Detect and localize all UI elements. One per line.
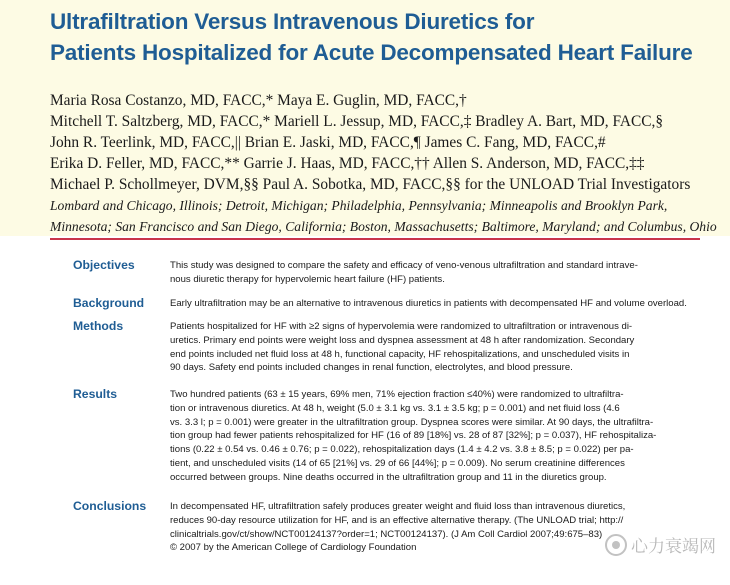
- author-line: Maria Rosa Costanzo, MD, FACC,* Maya E. Guglin, MD, FACC,†: [50, 92, 467, 109]
- text-line: Early ultrafiltration may be an alternative to intravenous diuretics in patients with decompensated HF and volume overload.: [170, 298, 687, 309]
- section-label: Methods: [73, 319, 124, 333]
- watermark: [605, 532, 716, 557]
- section-label: Conclusions: [73, 499, 147, 513]
- text-line: clinicaltrials.gov/ct/show/NCT00124137?order=1; NCT00124137). (J Am Coll Cardiol 2007;49:675–83): [170, 528, 603, 540]
- text-line: occurred between groups. Nine deaths occurred in the ultrafiltration group and 11 in the diuretics group.: [170, 471, 607, 483]
- article-title: [50, 6, 720, 68]
- section-text: [170, 259, 710, 287]
- divider-rule: [50, 238, 700, 240]
- text-line: tion group had fewer patients rehospitalized for HF (16 of 89 [18%] vs. 28 of 87 [32%]; p = 0.037), HF rehospitaliza-: [170, 430, 657, 442]
- text-line: tion or intravenous diuretics. At 48 h, weight (5.0 ± 3.1 kg vs. 3.1 ± 3.5 kg; p = 0.001) and net fluid loss (4.6: [170, 402, 620, 414]
- section-text: [170, 297, 710, 311]
- author-line: John R. Teerlink, MD, FACC,|| Brian E. Jaski, MD, FACC,¶ James C. Fang, MD, FACC,#: [50, 134, 606, 151]
- title-line-1: Ultrafiltration Versus Intravenous Diuretics for: [50, 9, 535, 34]
- text-line: reduces 90-day resource utilization for HF, and is an effective alternative therapy. (The UNLOAD trial; http://: [170, 514, 624, 526]
- section-text: [170, 320, 710, 375]
- text-line: 90 days. Safety end points included changes in renal function, electrolytes, and blood pressure.: [170, 362, 573, 374]
- text-line: Patients hospitalized for HF with ≥2 signs of hypervolemia were randomized to ultrafiltration or intravenous di-: [170, 321, 633, 332]
- text-line: uretics. Primary end points were weight loss and dyspnea assessment at 48 h after randomization. Secondary: [170, 334, 635, 346]
- section-label: Objectives: [73, 258, 135, 272]
- text-line: © 2007 by the American College of Cardiology Foundation: [170, 542, 417, 554]
- author-list: [50, 90, 725, 195]
- affiliation-line: Lombard and Chicago, Illinois; Detroit, Michigan; Philadelphia, Pennsylvania; Minneapolis and Brooklyn Park,: [50, 198, 668, 213]
- text-line: Two hundred patients (63 ± 15 years, 69% men, 71% ejection fraction ≤40%) were randomized to ultrafiltra-: [170, 389, 624, 400]
- wechat-logo-icon: [605, 534, 627, 556]
- author-line: Erika D. Feller, MD, FACC,** Garrie J. Haas, MD, FACC,†† Allen S. Anderson, MD, FACC,‡‡: [50, 155, 645, 172]
- section-label: Background: [73, 296, 145, 310]
- text-line: end points included net fluid loss at 48 h, functional capacity, HF rehospitalizations, and unscheduled visits in: [170, 348, 630, 360]
- text-line: vs. 3.3 l; p = 0.001) were greater in the ultrafiltration group. Dyspnea scores were similar. At 90 days, the ultrafiltra-: [170, 416, 654, 428]
- affiliations: [50, 195, 725, 237]
- title-line-2: Patients Hospitalized for Acute Decompensated Heart Failure: [50, 40, 693, 65]
- section-text: [170, 388, 710, 485]
- text-line: tient, and unscheduled visits (14 of 65 [21%] vs. 29 of 66 [44%]; p = 0.009). No serum creatinine differences: [170, 457, 625, 469]
- author-line: Mitchell T. Saltzberg, MD, FACC,* Mariell L. Jessup, MD, FACC,‡ Bradley A. Bart, MD, FACC,§: [50, 113, 664, 130]
- affiliation-line: Minnesota; San Francisco and San Diego, California; Boston, Massachusetts; Baltimore, Maryland; and Columbus, Ohio: [50, 219, 717, 234]
- author-line: Michael P. Schollmeyer, DVM,§§ Paul A. Sobotka, MD, FACC,§§ for the UNLOAD Trial Investigators: [50, 176, 691, 193]
- text-line: This study was designed to compare the safety and efficacy of veno-venous ultrafiltration and standard intrave-: [170, 260, 638, 271]
- section-label: Results: [73, 387, 118, 401]
- watermark-text: 心力衰竭网: [631, 537, 716, 557]
- text-line: In decompensated HF, ultrafiltration safely produces greater weight and fluid loss than intravenous diuretics,: [170, 501, 626, 512]
- text-line: nous diuretic therapy for hypervolemic heart failure (HF) patients.: [170, 273, 445, 285]
- text-line: tions (0.22 ± 0.54 vs. 0.46 ± 0.76; p = 0.022), rehospitalization days (1.4 ± 4.2 vs. 3.8 ± 8.5; p = 0.022) per pa-: [170, 444, 634, 456]
